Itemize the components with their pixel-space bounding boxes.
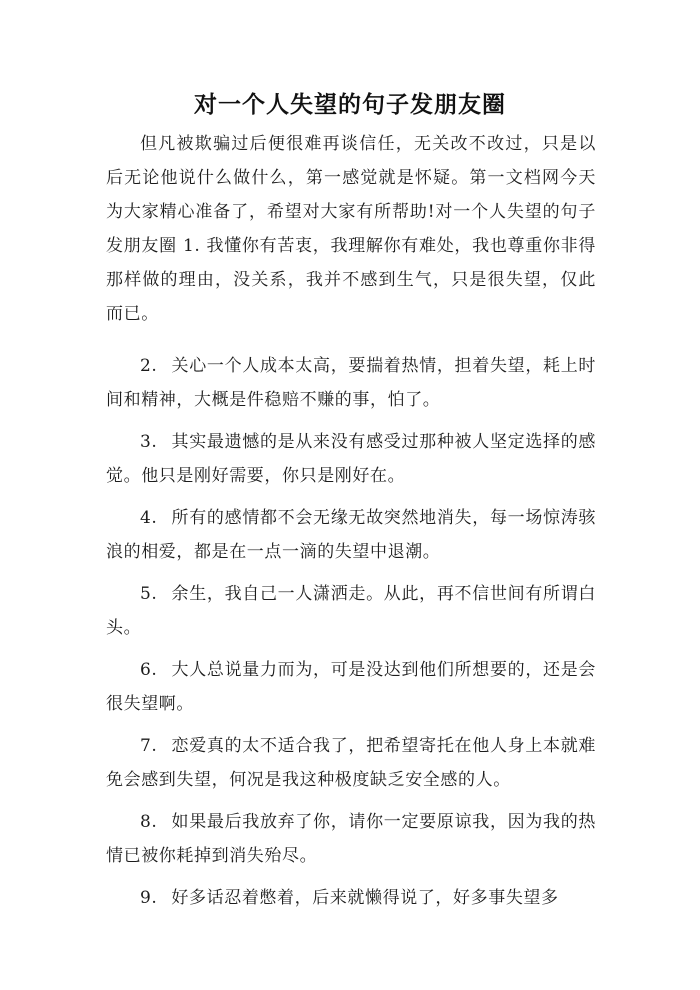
item-number: 8. (140, 812, 158, 832)
list-item (106, 349, 596, 417)
item-text: 大人总说量力而为，可是没达到他们所想要的，还是会很失望啊。 (106, 660, 596, 714)
item-text: 所有的感情都不会无缘无故突然地消失，每一场惊涛骇浪的相爱，都是在一点一滴的失望中退潮。 (106, 508, 596, 562)
list-item (106, 501, 596, 569)
list-item (106, 425, 596, 493)
item-number: 2. (140, 356, 158, 376)
item-number: 5. (140, 584, 158, 604)
item-number: 7. (140, 736, 158, 756)
item-number: 3. (140, 432, 158, 452)
item-text: 好多话忍着憋着，后来就懒得说了，好多事失望多 (171, 888, 559, 908)
item-number: 9. (140, 888, 158, 908)
sentence-list (106, 349, 596, 923)
item-text: 关心一个人成本太高，要揣着热情，担着失望，耗上时间和精神，大概是件稳赔不赚的事，怕了。 (106, 356, 596, 410)
item-number: 6. (140, 660, 158, 680)
item-text: 恋爱真的太不适合我了，把希望寄托在他人身上本就难免会感到失望，何况是我这种极度缺乏安全感的人。 (106, 736, 596, 790)
item-text: 其实最遗憾的是从来没有感受过那种被人坚定选择的感觉。他只是刚好需要，你只是刚好在。 (106, 432, 596, 486)
intro-block (106, 127, 596, 331)
list-item (106, 881, 596, 915)
document-title: 对一个人失望的句子发朋友圈 (194, 92, 506, 118)
list-item (106, 653, 596, 721)
item-text: 余生，我自己一人潇洒走。从此，再不信世间有所谓白头。 (106, 584, 596, 638)
intro-paragraph: 但凡被欺骗过后便很难再谈信任，无关改不改过，只是以后无论他说什么做什么，第一感觉就是怀疑。第一文档网今天为大家精心准备了，希望对大家有所帮助!对一个人失望的句子发朋友圈 1. 我懂你有苦衷，我理解你有难处，我也尊重你非得那样做的理由，没关系，我并不感到生气，只是很失望，仅此而已。 (106, 134, 596, 324)
list-item (106, 805, 596, 873)
list-item (106, 577, 596, 645)
item-number: 4. (140, 508, 158, 528)
item-text: 如果最后我放弃了你，请你一定要原谅我，因为我的热情已被你耗掉到消失殆尽。 (106, 812, 596, 866)
list-item (106, 729, 596, 797)
